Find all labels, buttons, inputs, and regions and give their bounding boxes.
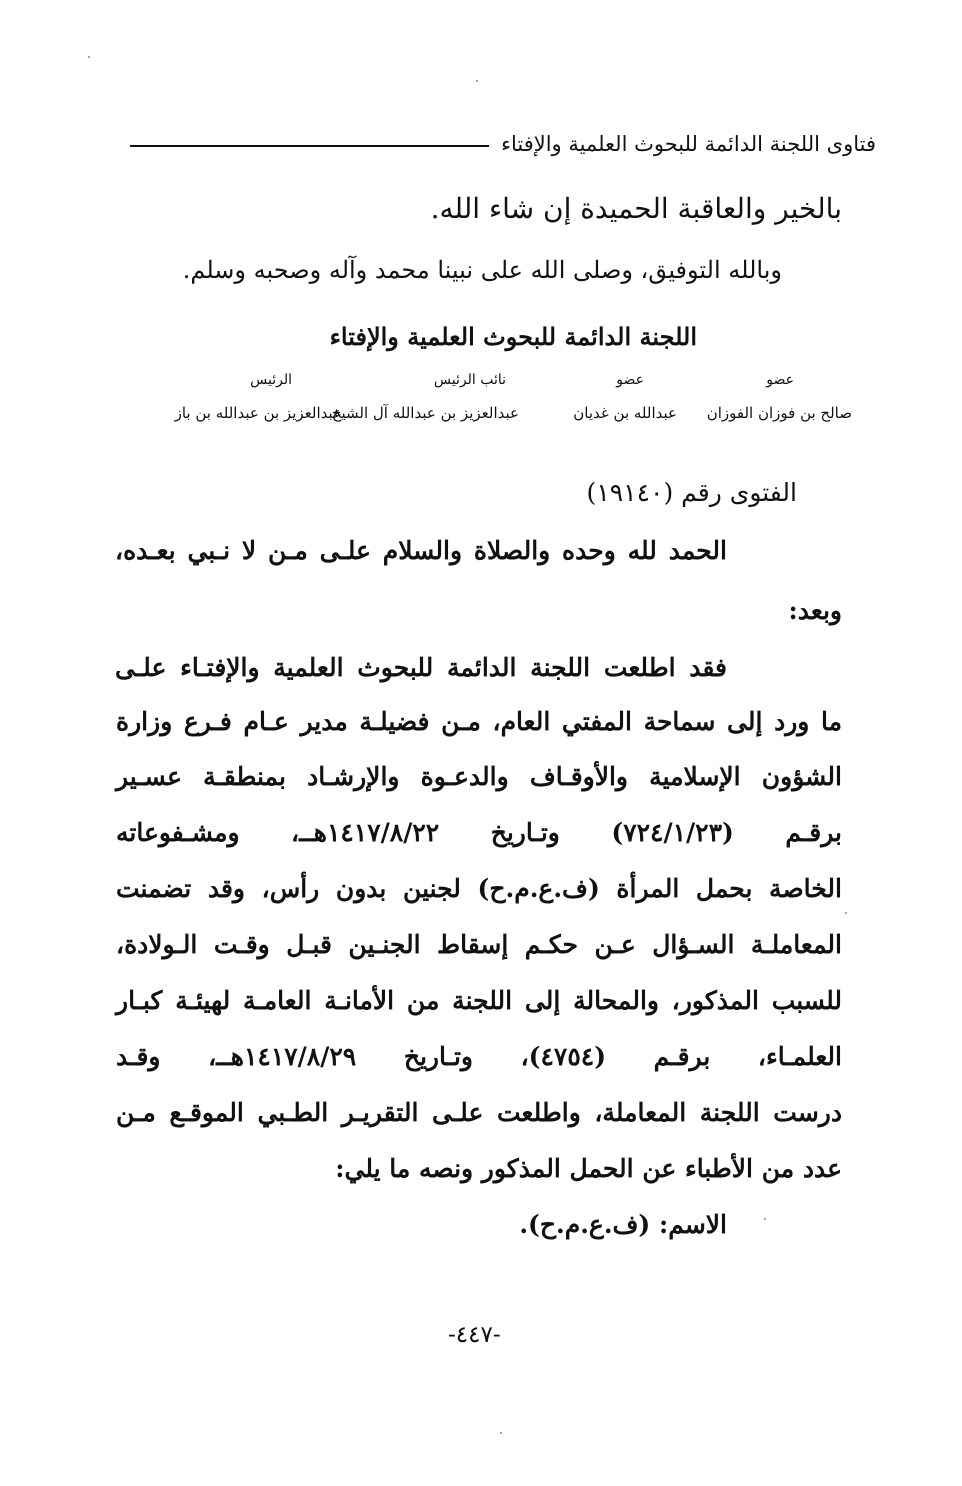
body-line-13: الاسم: (ف.ع.م.ح). bbox=[519, 1210, 727, 1239]
member-name-4: عبدالعزيز بن عبدالله بن باز bbox=[174, 404, 342, 422]
running-header bbox=[130, 124, 876, 164]
page-number: -٤٤٧- bbox=[448, 1322, 501, 1348]
role-member-2: عضو bbox=[616, 372, 644, 388]
fatwa-number: الفتوى رقم (١٩١٤٠) bbox=[586, 478, 797, 507]
body-line-10: العلمـاء، برقـم (٤٧٥٤)، وتـاريخ ١٤١٧/٨/٢٩هــ، وقـد bbox=[116, 1042, 842, 1071]
member-name-2: عبدالله بن غديان bbox=[573, 404, 677, 422]
scan-speck bbox=[476, 80, 478, 82]
scan-speck bbox=[764, 1218, 766, 1220]
running-title: فتاوى اللجنة الدائمة للبحوث العلمية والإفتاء bbox=[501, 132, 876, 156]
committee-title: اللجنة الدائمة للبحوث العلمية والإفتاء bbox=[329, 322, 697, 351]
body-line-12: عدد من الأطباء عن الحمل المذكور ونصه ما يلي: bbox=[335, 1154, 842, 1183]
body-line-1: الحمد لله وحده والصلاة والسلام علـى مـن لا نـبي بعـده، bbox=[115, 536, 727, 565]
body-line-8: المعاملـة السـؤال عـن حكـم إسقاط الجنـين قبـل وقـت الـولادة، bbox=[116, 930, 842, 959]
role-president: الرئيس bbox=[250, 372, 292, 388]
scan-speck bbox=[500, 1432, 502, 1434]
body-line-9: للسبب المذكور، والمحالة إلى اللجنة من الأمانـة العامـة لهيئـة كبـار bbox=[116, 986, 842, 1015]
body-line-6: برقـم (٧٢٤/١/٢٣) وتـاريخ ١٤١٧/٨/٢٢هــ، ومشـفوعاته bbox=[116, 818, 843, 847]
closing-line-2: وبالله التوفيق، وصلى الله على نبينا محمد وآله وصحبه وسلم. bbox=[182, 256, 782, 284]
member-name-1: صالح بن فوزان الفوزان bbox=[706, 404, 852, 422]
role-vice-president: نائب الرئيس bbox=[433, 372, 506, 388]
closing-line-1: بالخير والعاقبة الحميدة إن شاء الله. bbox=[430, 192, 842, 225]
scan-speck bbox=[845, 912, 847, 914]
body-line-5: الشؤون الإسلامية والأوقـاف والدعـوة والإرشـاد بمنطقـة عسـير bbox=[116, 762, 842, 791]
scan-speck bbox=[88, 56, 90, 58]
body-line-3: فقد اطلعت اللجنة الدائمة للبحوث العلمية والإفتـاء علـى bbox=[115, 653, 727, 682]
body-line-4: ما ورد إلى سماحة المفتي العام، مـن فضيلـة مدير عـام فـرع وزارة bbox=[116, 707, 842, 736]
body-line-7: الخاصة بحمل المرأة (ف.ع.م.ح) لجنين بدون رأس، وقد تضمنت bbox=[116, 874, 842, 903]
member-name-3: عبدالعزيز بن عبدالله آل الشيخ bbox=[331, 404, 519, 422]
body-line-2: وبعد: bbox=[788, 596, 842, 625]
body-line-11: درست اللجنة المعاملة، واطلعت علـى التقريـر الطـبي الموقـع مـن bbox=[116, 1098, 842, 1127]
role-member-1: عضو bbox=[766, 372, 794, 388]
header-rule bbox=[130, 145, 489, 147]
